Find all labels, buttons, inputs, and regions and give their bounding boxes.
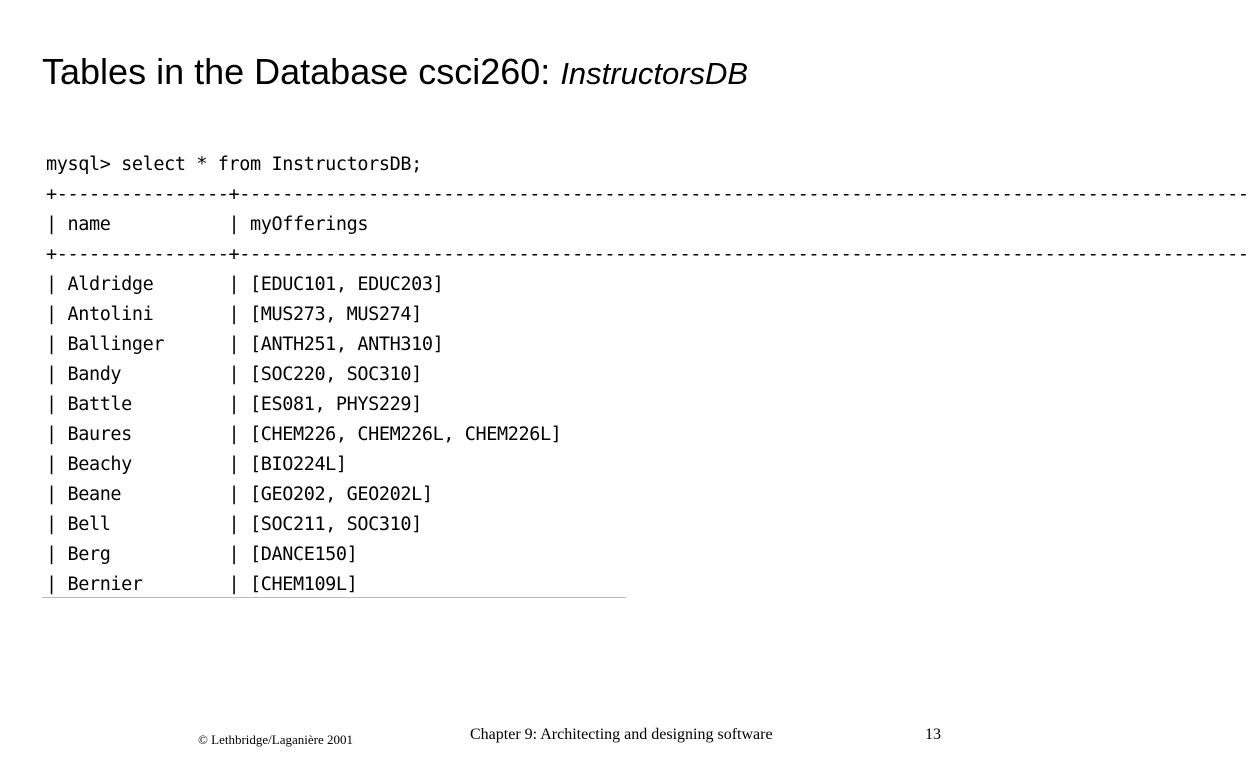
footer-copyright: © Lethbridge/Laganière 2001 (198, 732, 353, 747)
screenshot-bottom-edge (42, 597, 626, 598)
table-row: | Antolini | [MUS273, MUS274] (46, 304, 422, 325)
table-row: | Beane | [GEO202, GEO202L] (46, 484, 433, 505)
slide-title (42, 51, 749, 92)
table-border-separator: +----------------+---------------------------------------------------------------------------------------------- (46, 244, 1249, 265)
table-row: | Baures | [CHEM226, CHEM226L, CHEM226L] (46, 424, 562, 445)
table-header-row: | name | myOfferings (46, 214, 369, 235)
table-row: | Aldridge | [EDUC101, EDUC203] (46, 274, 444, 295)
table-row: | Bell | [SOC211, SOC310] (46, 514, 422, 535)
table-row: | Beachy | [BIO224L] (46, 454, 347, 475)
footer-page-number: 13 (925, 726, 941, 743)
slide-title-text: Tables in the Database csci260: (42, 51, 561, 92)
slide-title-italic: InstructorsDB (560, 56, 749, 91)
table-row: | Bandy | [SOC220, SOC310] (46, 364, 422, 385)
footer-chapter: Chapter 9: Architecting and designing software (470, 726, 773, 743)
mysql-terminal-output (42, 148, 1249, 598)
table-border-top: +----------------+---------------------------------------------------------------------------------------------- (46, 184, 1249, 205)
table-row: | Battle | [ES081, PHYS229] (46, 394, 422, 415)
table-row: | Berg | [DANCE150] (46, 544, 358, 565)
table-row: | Bernier | [CHEM109L] (46, 574, 358, 595)
mysql-command: mysql> select * from InstructorsDB; (46, 154, 422, 175)
table-row: | Ballinger | [ANTH251, ANTH310] (46, 334, 444, 355)
